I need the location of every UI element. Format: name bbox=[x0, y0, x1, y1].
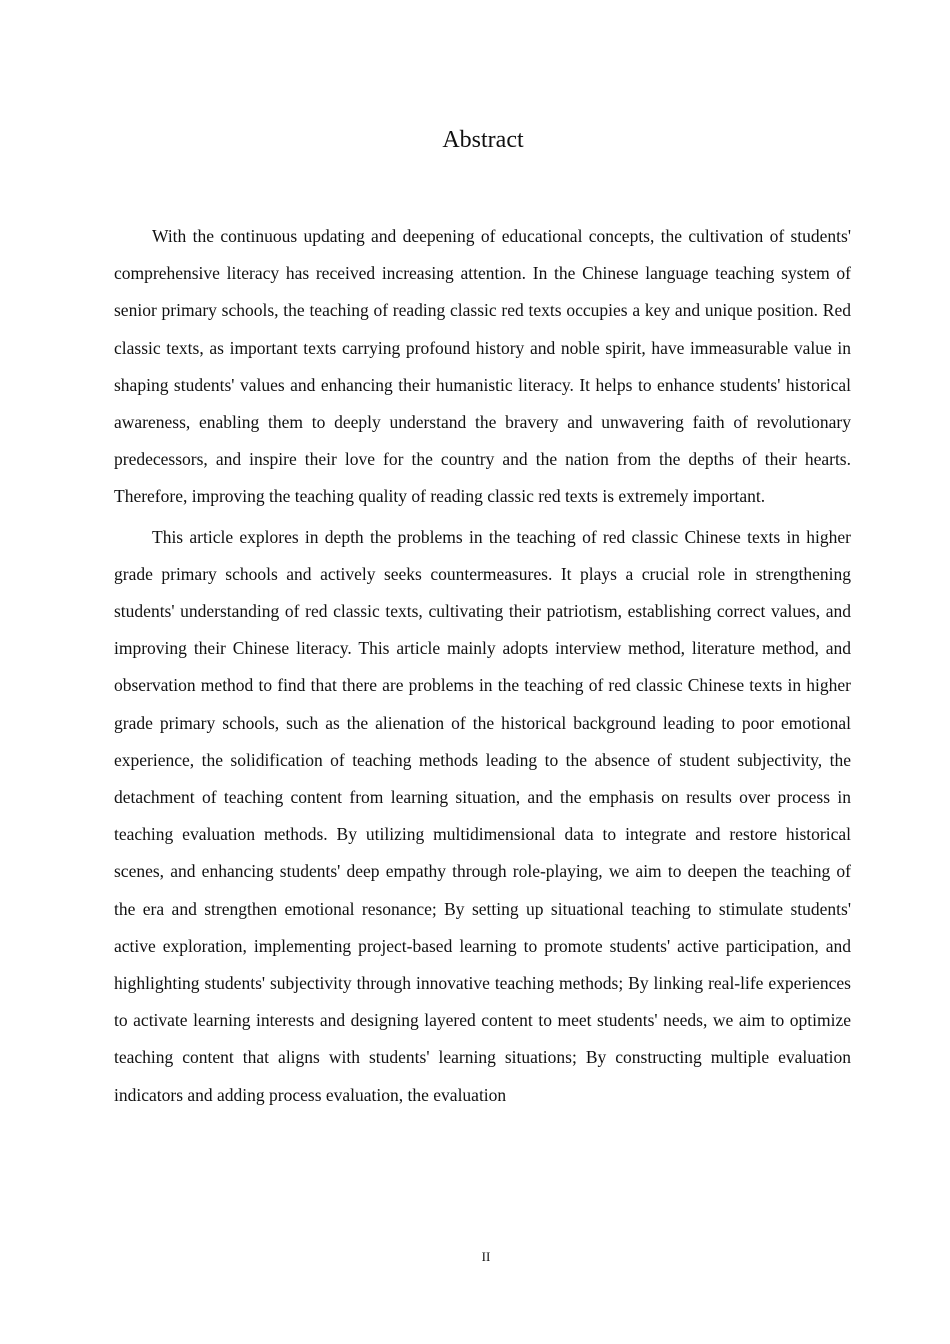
abstract-paragraph-1: With the continuous updating and deepening of educational concepts, the cultivation of students' comprehensive literacy has received increasing attention. In the Chinese language teaching system of senior primary schools, the teaching of reading classic red texts occupies a key and unique position. Red classic texts, as important texts carrying profound history and noble spirit, have immeasurable value in shaping students' values and enhancing their humanistic literacy. It helps to enhance students' historical awareness, enabling them to deeply understand the bravery and unwavering faith of revolutionary predecessors, and inspire their love for the country and the nation from the depths of their hearts. Therefore, improving the teaching quality of reading classic red texts is extremely important. bbox=[114, 226, 851, 507]
abstract-paragraph-2: This article explores in depth the problems in the teaching of red classic Chinese texts in higher grade primary schools and actively seeks countermeasures. It plays a crucial role in strengthening students' understanding of red classic texts, cultivating their patriotism, establishing correct values, and improving their Chinese literacy. This article mainly adopts interview method, literature method, and observation method to find that there are problems in the teaching of red classic Chinese texts in higher grade primary schools, such as the alienation of the historical background leading to poor emotional experience, the solidification of teaching methods leading to the absence of student subjectivity, the detachment of teaching content from learning situation, and the emphasis on results over process in teaching evaluation methods. By utilizing multidimensional data to integrate and restore historical scenes, and enhancing students' deep empathy through role-playing, we aim to deepen the teaching of the era and strengthen emotional resonance; By setting up situational teaching to stimulate students' active exploration, implementing project-based learning to promote students' active participation, and highlighting students' subjectivity through innovative teaching methods; By linking real-life experiences to activate learning interests and designing layered content to meet students' needs, we aim to optimize teaching content that aligns with students' learning situations; By constructing multiple evaluation indicators and adding process evaluation, the evaluation bbox=[114, 526, 851, 1105]
page-number: II bbox=[481, 1249, 491, 1264]
abstract-body bbox=[114, 218, 851, 1117]
page-title: Abstract bbox=[442, 127, 524, 153]
